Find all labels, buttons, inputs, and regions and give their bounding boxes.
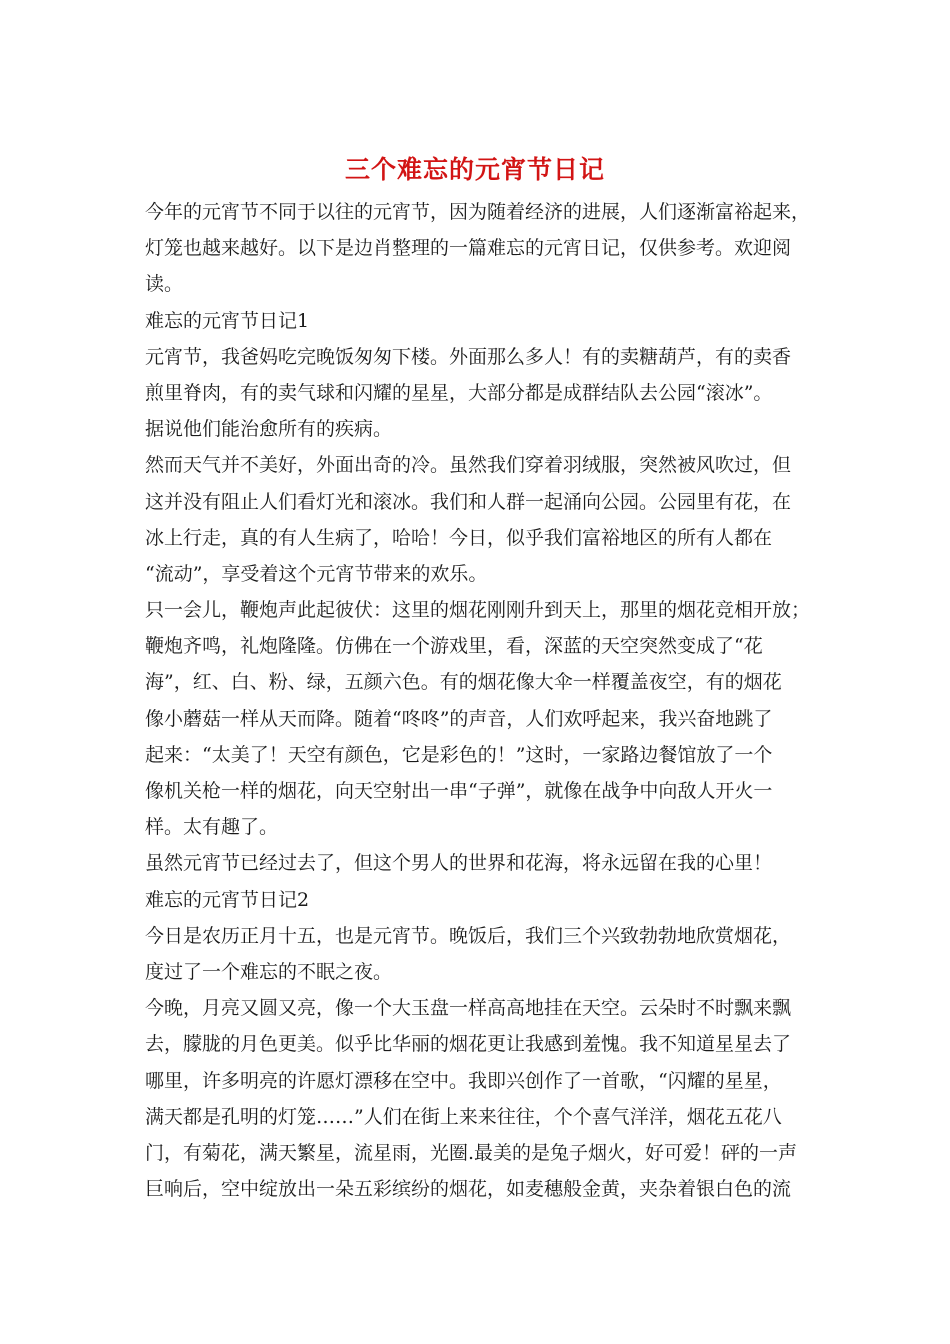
text-line: 今日是农历正月十五，也是元宵节。晚饭后，我们三个兴致勃勃地欣赏烟花， <box>145 924 792 947</box>
text-line: 据说他们能治愈所有的疾病。 <box>145 418 393 441</box>
text-line: 煎里脊肉，有的卖气球和闪耀的星星，大部分都是成群结队去公园“滚冰”。 <box>145 381 773 404</box>
text-line: “流动”，享受着这个元宵节带来的欢乐。 <box>145 562 488 585</box>
text-line: 样。太有趣了。 <box>145 816 279 839</box>
document-body <box>145 194 815 1207</box>
text-line: 像机关枪一样的烟花，向天空射出一串“子弹”，就像在战争中向敌人开火一 <box>145 780 773 802</box>
text-line: 起来：“太美了！天空有颜色，它是彩色的！”这时，一家路边餐馆放了一个 <box>145 743 773 766</box>
text-line: 门，有菊花，满天繁星，流星雨，光圈.最美的是兔子烟火，好可爱！砰的一声 <box>145 1141 798 1164</box>
section-heading: 难忘的元宵节日记1 <box>145 309 310 332</box>
text-line: 读。 <box>145 273 184 296</box>
section-heading: 难忘的元宵节日记2 <box>145 888 310 911</box>
text-line: 今年的元宵节不同于以往的元宵节，因为随着经济的进展，人们逐渐富裕起来， <box>145 201 811 223</box>
text-line: 元宵节，我爸妈吃完晚饭匆匆下楼。外面那么多人！有的卖糖葫芦，有的卖香 <box>145 345 792 368</box>
text-line: 像小蘑菇一样从天而降。随着“咚咚”的声音，人们欢呼起来，我兴奋地跳了 <box>145 707 773 730</box>
text-line: 鞭炮齐鸣，礼炮隆隆。仿佛在一个游戏里，看，深蓝的天空突然变成了“花 <box>145 635 763 658</box>
text-line: 满天都是孔明的灯笼……”人们在街上来来往往，个个喜气洋洋，烟花五花八 <box>145 1105 782 1128</box>
text-line: 去，朦胧的月色更美。似乎比华丽的烟花更让我感到羞愧。我不知道星星去了 <box>145 1033 792 1056</box>
text-line: 今晚，月亮又圆又亮，像一个大玉盘一样高高地挂在天空。云朵时不时飘来飘 <box>145 997 792 1020</box>
text-line: 灯笼也越来越好。以下是边肖整理的一篇难忘的元宵日记，仅供参考。欢迎阅 <box>145 237 792 260</box>
text-line: 度过了一个难忘的不眠之夜。 <box>145 960 393 983</box>
text-line: 巨响后，空中绽放出一朵五彩缤纷的烟花，如麦穗般金黄，夹杂着银白色的流 <box>145 1178 792 1201</box>
text-line: 哪里，许多明亮的许愿灯漂移在空中。我即兴创作了一首歌，“闪耀的星星， <box>145 1069 782 1092</box>
text-line: 冰上行走，真的有人生病了，哈哈！今日，似乎我们富裕地区的所有人都在 <box>145 526 773 549</box>
text-line: 只一会儿，鞭炮声此起彼伏：这里的烟花刚刚升到天上，那里的烟花竞相开放； <box>145 599 811 622</box>
text-line: 虽然元宵节已经过去了，但这个男人的世界和花海，将永远留在我的心里！ <box>145 852 773 875</box>
text-line: 然而天气并不美好，外面出奇的冷。虽然我们穿着羽绒服，突然被风吹过，但 <box>145 454 792 477</box>
text-line: 海”，红、白、粉、绿，五颜六色。有的烟花像大伞一样覆盖夜空，有的烟花 <box>145 671 782 694</box>
document-title: 三个难忘的元宵节日记 <box>344 155 605 184</box>
text-line: 这并没有阻止人们看灯光和滚冰。我们和人群一起涌向公园。公园里有花，在 <box>145 490 792 513</box>
